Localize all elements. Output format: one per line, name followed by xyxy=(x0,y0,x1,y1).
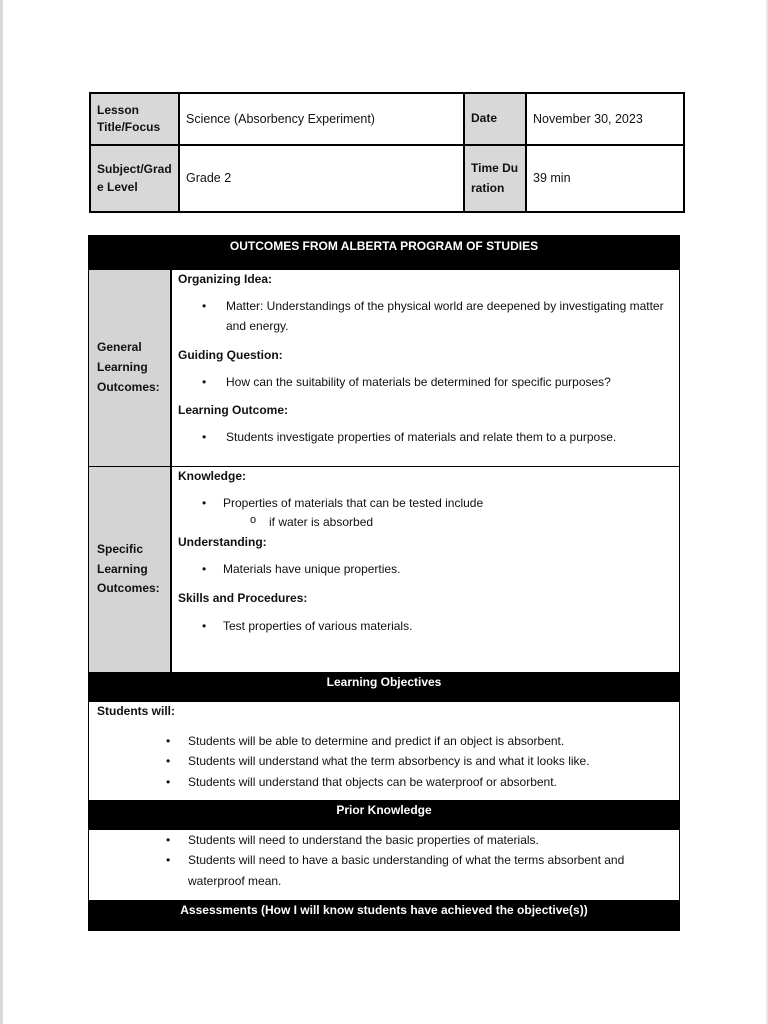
list-item: • Students will need to understand the basic properties of materials. xyxy=(89,830,665,850)
list-item: • Students will understand what the term absorbency is and what it looks like. xyxy=(89,751,679,771)
understanding-label: Understanding: xyxy=(178,534,267,549)
knowledge-label: Knowledge: xyxy=(178,469,246,483)
list-item: • Students will understand that objects can be waterproof or absorbent. xyxy=(89,772,679,792)
prior-knowledge-title: Prior Knowledge xyxy=(89,800,679,830)
outcomes-title: OUTCOMES FROM ALBERTA PROGRAM OF STUDIES xyxy=(89,236,679,269)
learning-outcome-label: Learning Outcome: xyxy=(178,403,289,418)
knowledge-subpoint: o if water is absorbed xyxy=(178,514,673,531)
learning-outcome-text: • Students investigate properties of materials and relate them to a purpose. xyxy=(178,428,673,448)
general-outcomes-label: General Learning Outcomes: xyxy=(89,270,172,466)
learning-objectives-title: Learning Objectives xyxy=(89,672,679,702)
learning-objectives-list xyxy=(89,731,679,792)
guiding-question-label: Guiding Question: xyxy=(178,347,283,362)
date-value: November 30, 2023 xyxy=(526,93,684,145)
assessments-title: Assessments (How I will know students have achieved the objective(s)) xyxy=(89,900,679,930)
lesson-title-label: Lesson Title/Focus xyxy=(90,93,179,145)
lesson-header-table xyxy=(89,92,685,213)
organizing-idea-text: • Matter: Understandings of the physical world are deepened by investigating matter and energy. xyxy=(178,297,673,337)
outcomes-table xyxy=(88,235,680,931)
understanding-text: • Materials have unique properties. xyxy=(178,560,673,580)
lesson-title-value: Science (Absorbency Experiment) xyxy=(179,93,464,145)
date-label: Date xyxy=(464,93,526,145)
students-will-label: Students will: xyxy=(97,704,175,718)
prior-knowledge-list xyxy=(89,830,679,891)
knowledge-text: • Properties of materials that can be tested include xyxy=(178,494,673,514)
skills-procedures-text: • Test properties of various materials. xyxy=(178,617,673,637)
time-duration-label: Time Duration xyxy=(464,145,526,212)
subject-grade-value: Grade 2 xyxy=(179,145,464,212)
skills-procedures-label: Skills and Procedures: xyxy=(178,591,308,606)
list-item: • Students will be able to determine and predict if an object is absorbent. xyxy=(89,731,679,751)
general-outcomes-row xyxy=(89,269,679,466)
time-duration-value: 39 min xyxy=(526,145,684,212)
list-item: • Students will need to have a basic understanding of what the terms absorbent and waterproof mean. xyxy=(89,850,665,891)
specific-outcomes-label: Specific Learning Outcomes: xyxy=(89,467,172,672)
organizing-idea-label: Organizing Idea: xyxy=(178,272,273,286)
specific-outcomes-row xyxy=(89,466,679,672)
guiding-question-text: • How can the suitability of materials be determined for specific purposes? xyxy=(178,373,673,393)
subject-grade-label: Subject/Grade Level xyxy=(90,145,179,212)
page-left-edge xyxy=(0,0,3,1024)
